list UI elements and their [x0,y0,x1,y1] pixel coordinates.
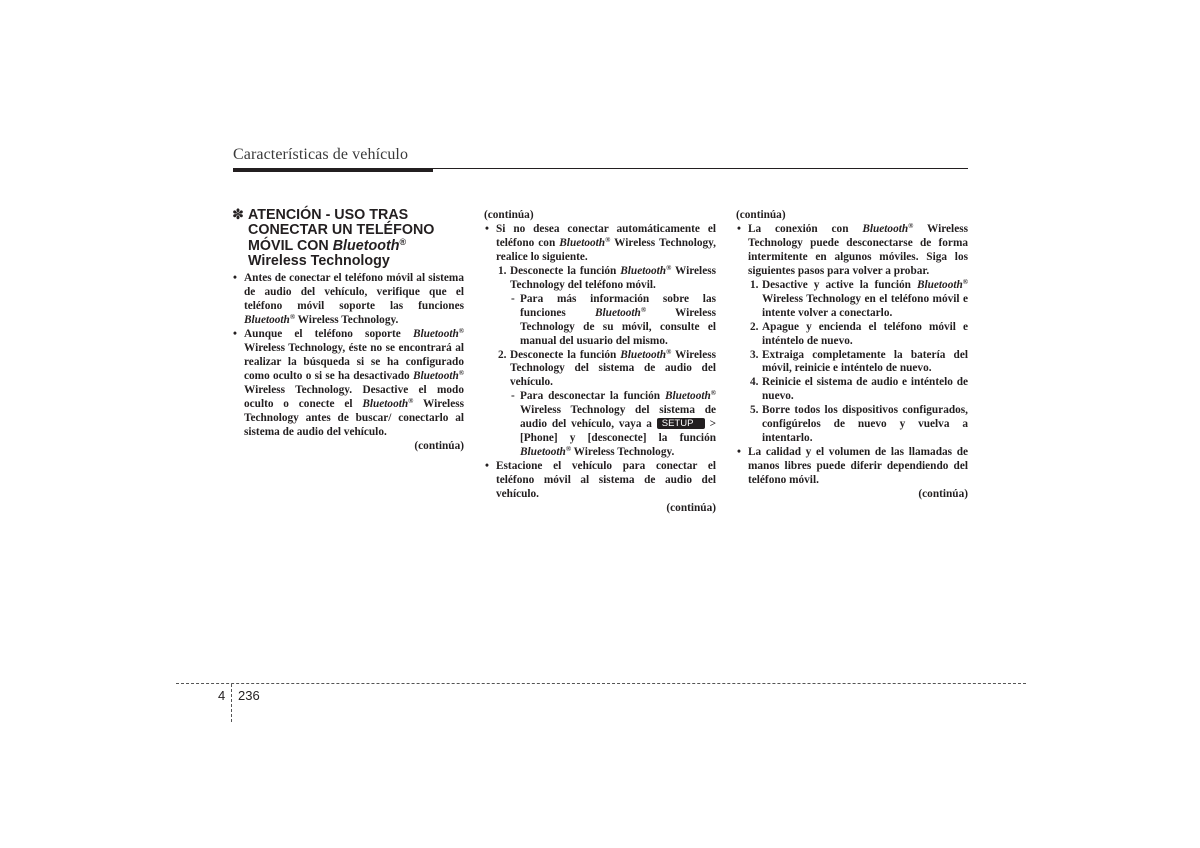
numbered-step: 4. Reinicie el sistema de audio e inténtelo de nuevo. [750,376,968,403]
star-icon: ✽ [232,207,244,223]
numbered-step: 2. Desconecte la función Bluetooth® Wireless Technology del sistema de audio del vehículo. [498,347,716,389]
numbered-step: 1. Desactive y active la función Bluetooth® Wireless Technology en el teléfono móvil e intente volver a conectarlo. [750,277,968,319]
list-item: • Estacione el vehículo para conectar el teléfono móvil al sistema de audio del vehículo. [485,460,716,501]
numbered-step: 1. Desconecte la función Bluetooth® Wireless Technology del teléfono móvil. [498,263,716,291]
list-item: • Antes de conectar el teléfono móvil al sistema de audio del vehículo, verifique que el teléfono móvil soporte las funciones Bluetooth® Wireless Technology. [233,272,464,327]
numbered-step: 2. Apague y encienda el teléfono móvil e inténtelo de nuevo. [750,320,968,347]
numbered-step: 5. Borre todos los dispositivos configurados, configúrelos de nuevo y vuelva a intentarlo. [750,404,968,445]
sub-item: - Para más información sobre las funciones Bluetooth® Wireless Technology de su móvil, consulte el manual del usuario del mismo. [511,292,716,347]
continued-label: (continúa) [414,439,464,452]
page-number: 236 [238,688,260,703]
setup-key-icon: SETUP [657,418,705,429]
footer-rule [176,683,1026,684]
list-item: • Aunque el teléfono soporte Bluetooth® Wireless Technology, éste no se encontrará al realizar la búsqueda si se ha configurado como oculto o si se ha desactivado Bluetooth® Wireless Technology. Desactive el modo oculto o conecte el Bluetooth® Wireless Technology antes de buscar/ conectarlo al sistema de audio del vehículo. [233,327,465,438]
sub-item: - Para desconectar la función Bluetooth® Wireless Technology del sistema de audio del vehículo, vaya a SETUP > [Phone] y [desconecte] la función Bluetooth® Wireless Technology. [511,389,717,459]
column-2 [484,209,716,516]
list-item: • La calidad y el volumen de las llamadas de manos libres puede diferir dependiendo del teléfono móvil. [737,446,968,487]
continued-label: (continúa) [666,502,716,515]
section-number: 4 [218,688,226,703]
numbered-step: 3. Extraiga completamente la batería del móvil, reinicie e inténtelo de nuevo. [750,348,968,375]
list-item: • La conexión con Bluetooth® Wireless Technology puede desconectarse de forma intermitente en algunos móviles. Siga los siguientes pasos para volver a probar. [737,221,969,277]
footer-divider [231,684,232,722]
section-heading: ✽ ATENCIÓN - USO TRAS CONECTAR UN TELÉFONO MÓVIL CON Bluetooth® Wireless Technology [232,207,435,269]
column-1 [232,208,464,454]
continued-label: (continúa) [918,488,968,501]
column-3 [736,209,968,502]
continued-label: (continúa) [736,209,786,221]
header-title: Características de vehículo [233,146,409,163]
header-rule-accent [233,169,433,172]
list-item: • Si no desea conectar automáticamente el teléfono con Bluetooth® Wireless Technology, realice lo siguiente. [485,222,716,263]
continued-label: (continúa) [484,209,534,221]
